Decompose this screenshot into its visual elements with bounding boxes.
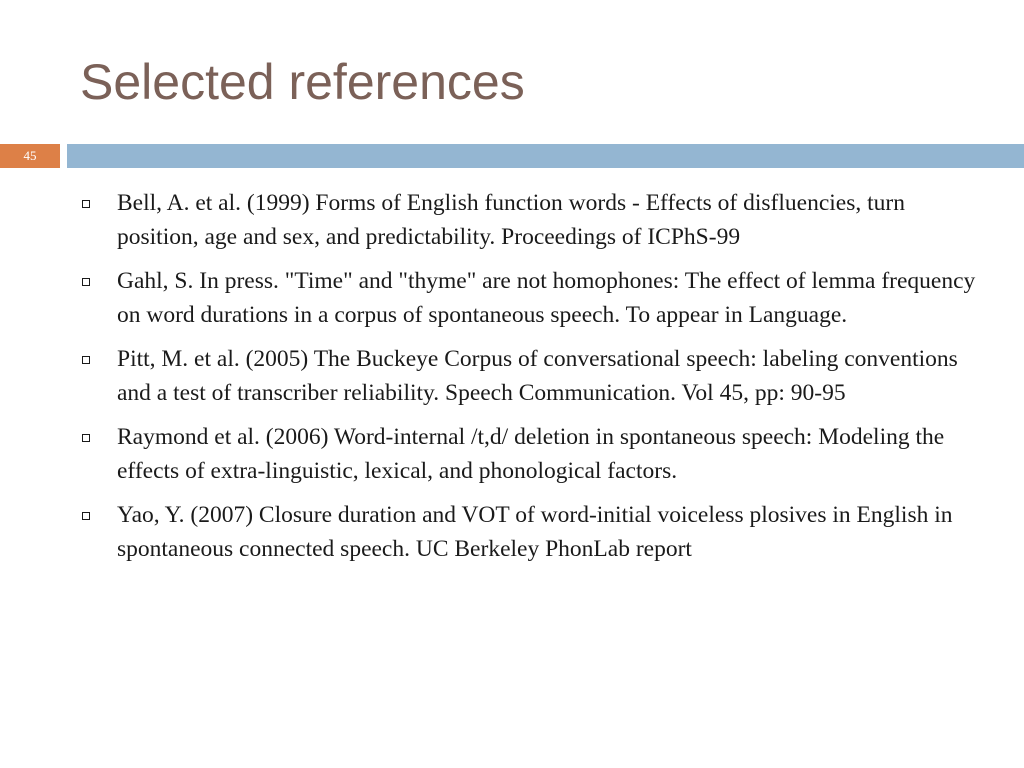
reference-text: Yao, Y. (2007) Closure duration and VOT of word-initial voiceless plosives in English in spontaneous connected speech. UC Berkeley PhonLab report bbox=[117, 502, 953, 562]
reference-text: Pitt, M. et al. (2005) The Buckeye Corpus of conversational speech: labeling conventions and a test of transcriber reliability. Speech Communication. Vol 45, pp: 90-95 bbox=[117, 346, 958, 406]
slide-number: 45 bbox=[0, 144, 60, 168]
reference-item bbox=[80, 498, 980, 566]
square-bullet-icon bbox=[82, 356, 90, 364]
slide-title: Selected references bbox=[80, 54, 525, 110]
reference-item bbox=[80, 264, 980, 332]
reference-item bbox=[80, 420, 980, 488]
reference-item bbox=[80, 186, 980, 254]
reference-text: Gahl, S. In press. "Time" and "thyme" are not homophones: The effect of lemma frequency on word durations in a corpus of spontaneous speech. To appear in Language. bbox=[117, 268, 976, 328]
square-bullet-icon bbox=[82, 278, 90, 286]
square-bullet-icon bbox=[82, 200, 90, 208]
reference-item bbox=[80, 342, 980, 410]
reference-text: Raymond et al. (2006) Word-internal /t,d/ deletion in spontaneous speech: Modeling the effects of extra-linguistic, lexical, and phonological factors. bbox=[117, 424, 945, 484]
square-bullet-icon bbox=[82, 434, 90, 442]
header-bar bbox=[67, 144, 1024, 168]
reference-text: Bell, A. et al. (1999) Forms of English function words - Effects of disfluencies, turn position, age and sex, and predictability. Proceedings of ICPhS-99 bbox=[117, 190, 905, 250]
square-bullet-icon bbox=[82, 512, 90, 520]
reference-list bbox=[80, 186, 980, 576]
